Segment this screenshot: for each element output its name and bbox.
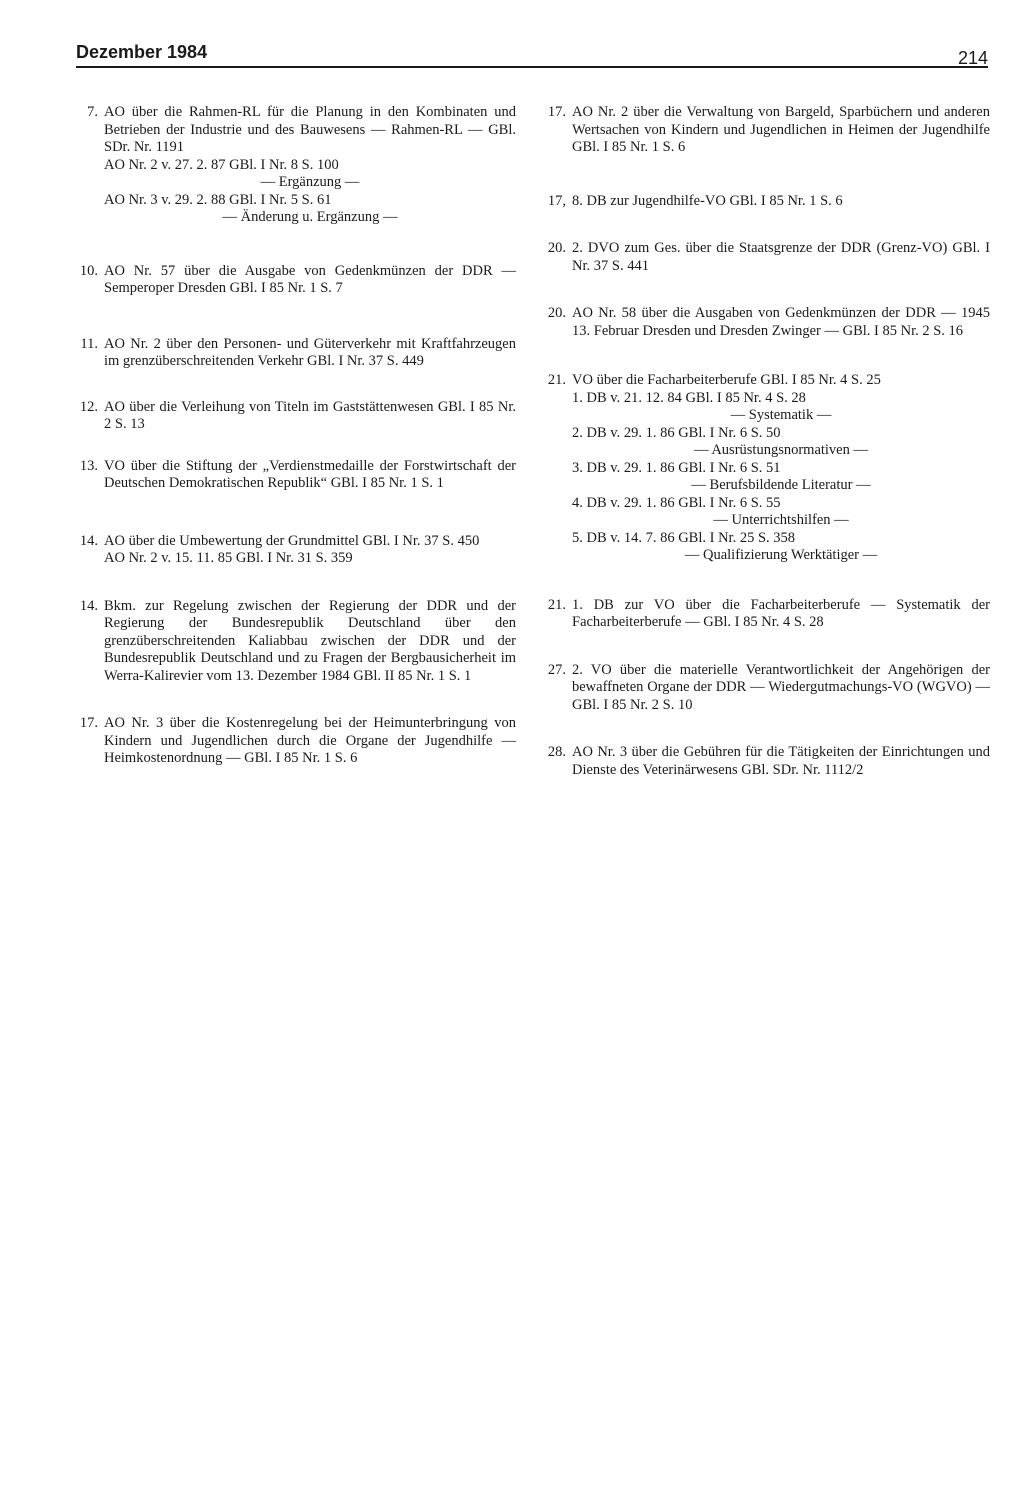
entry-extra: AO Nr. 2 v. 15. 11. 85 GBl. I Nr. 31 S. 359 [104, 550, 353, 566]
list-item [540, 104, 990, 157]
list-item [540, 240, 990, 275]
left-column [72, 104, 516, 768]
list-item [540, 662, 990, 715]
entry-number: 11. [80, 335, 98, 352]
list-item [540, 597, 990, 632]
entry-title: Bkm. zur Regelung zwischen der Regierung der DDR und der Regierung der Bundesrepublik Deutschland über den grenzüberschreitenden Kaliabbau zwischen der DDR und der Bundesrepublik Deutschland und zu Fragen der Bergbausicherheit im Werra-Kalirevier vom 13. Dezember 1984 GBl. II 85 Nr. 1 S. 1 [104, 597, 516, 684]
entry-number: 17, [547, 192, 566, 209]
entry-number: 21. [547, 372, 566, 388]
entry-title: 8. DB zur Jugendhilfe-VO GBl. I 85 Nr. 1 S. 6 [572, 192, 843, 209]
entry-extra: — Unterrichtshilfen — [713, 512, 849, 528]
list-item [540, 372, 990, 565]
entry-number: 17. [79, 715, 98, 731]
entry-number: 21. [547, 596, 566, 613]
entry-title: VO über die Facharbeiterberufe GBl. I 85 Nr. 4 S. 25 [572, 372, 881, 388]
entry-title: AO Nr. 2 über den Personen- und Güterverkehr mit Kraftfahrzeugen im grenzüberschreitenden Verkehr GBl. I Nr. 37 S. 449 [104, 335, 516, 369]
page-number: 214 [957, 48, 988, 68]
entry-title: AO Nr. 2 über die Verwaltung von Bargeld, Sparbüchern und anderen Wertsachen von Kindern und Jugendlichen in Heimen der Jugendhilfe GBl. I 85 Nr. 1 S. 6 [572, 104, 990, 155]
entry-title: 1. DB zur VO über die Facharbeiterberufe — Systematik der Facharbeiterberufe — GBl. I 85 Nr. 4 S. 28 [572, 596, 990, 630]
entry-extra: 1. DB v. 21. 12. 84 GBl. I 85 Nr. 4 S. 28 [572, 389, 806, 406]
entry-title: 2. DVO zum Ges. über die Staatsgrenze der DDR (Grenz-VO) GBl. I Nr. 37 S. 441 [572, 240, 990, 274]
entry-title: 2. VO über die materielle Verantwortlichkeit der Angehörigen der bewaffneten Organe der DDR — Wiedergutmachungs-VO (WGVO) — GBl. I 85 Nr. 2 S. 10 [572, 661, 990, 713]
entry-extra: — Änderung u. Ergänzung — [222, 209, 398, 225]
entry-extra: — Qualifizierung Werktätiger — [684, 547, 878, 563]
entry-extra: 5. DB v. 14. 7. 86 GBl. I Nr. 25 S. 358 [572, 529, 796, 546]
entry-number: 7. [87, 104, 98, 120]
entry-number: 14. [79, 597, 98, 614]
entry-title: VO über die Stiftung der „Verdienstmedaille der Forstwirtschaft der Deutschen Demokratischen Republik“ GBl. I 85 Nr. 1 S. 1 [104, 457, 516, 491]
entry-number: 12. [79, 398, 98, 415]
entry-number: 13. [79, 457, 98, 474]
entry-title: AO Nr. 3 über die Kostenregelung bei der Heimunterbringung von Kindern und Jugendlichen durch die Organe der Jugendhilfe — Heimkostenordnung — GBl. I 85 Nr. 1 S. 6 [104, 715, 516, 766]
entry-number: 20. [547, 305, 566, 321]
entry-title: AO Nr. 58 über die Ausgaben von Gedenkmünzen der DDR — 1945 13. Februar Dresden und Dresden Zwinger — GBl. I 85 Nr. 2 S. 16 [572, 305, 990, 339]
entry-number: 27. [547, 661, 566, 678]
right-column [540, 104, 990, 779]
entry-extra: 3. DB v. 29. 1. 86 GBl. I Nr. 6 S. 51 [572, 459, 781, 476]
list-item [72, 336, 516, 371]
entry-title: AO über die Rahmen-RL für die Planung in den Kombinaten und Betrieben der Industrie und des Bauwesens — Rahmen-RL — GBl. SDr. Nr. 1191 [104, 104, 516, 155]
entry-number: 28. [547, 744, 566, 760]
entry-extra: — Berufsbildende Literatur — [691, 477, 871, 493]
entry-extra: AO Nr. 2 v. 27. 2. 87 GBl. I Nr. 8 S. 100 [104, 156, 339, 173]
entry-extra: AO Nr. 3 v. 29. 2. 88 GBl. I Nr. 5 S. 61 [104, 191, 332, 208]
entry-title: AO über die Umbewertung der Grundmittel GBl. I Nr. 37 S. 450 [104, 532, 480, 549]
list-item [72, 263, 516, 298]
list-item [72, 399, 516, 434]
list-item [72, 598, 516, 686]
entry-title: AO Nr. 57 über die Ausgabe von Gedenkmünzen der DDR — Semperoper Dresden GBl. I 85 Nr. 1 S. 7 [104, 262, 516, 296]
entry-extra: — Systematik — [730, 407, 832, 423]
list-item [540, 744, 990, 779]
entry-extra: 4. DB v. 29. 1. 86 GBl. I Nr. 6 S. 55 [572, 494, 781, 511]
entry-extra: — Ausrüstungsnormativen — [694, 442, 868, 458]
list-item [72, 458, 516, 493]
entry-extra: 2. DB v. 29. 1. 86 GBl. I Nr. 6 S. 50 [572, 424, 781, 441]
entry-number: 17. [547, 104, 566, 120]
list-item [72, 104, 516, 227]
entry-number: 10. [79, 262, 98, 279]
entry-title: AO über die Verleihung von Titeln im Gaststättenwesen GBl. I 85 Nr. 2 S. 13 [104, 398, 516, 432]
entry-number: 20. [547, 240, 566, 256]
entry-title: AO Nr. 3 über die Gebühren für die Tätigkeiten der Einrichtungen und Dienste des Veterinärwesens GBl. SDr. Nr. 1112/2 [572, 744, 990, 778]
entry-extra: — Ergänzung — [260, 174, 360, 190]
page-header [76, 42, 988, 76]
list-item [72, 715, 516, 768]
list-item [540, 305, 990, 340]
list-item [72, 533, 516, 568]
list-item [540, 193, 990, 211]
header-date: Dezember 1984 [76, 42, 208, 62]
header-rule [76, 66, 988, 68]
entry-number: 14. [79, 532, 98, 549]
